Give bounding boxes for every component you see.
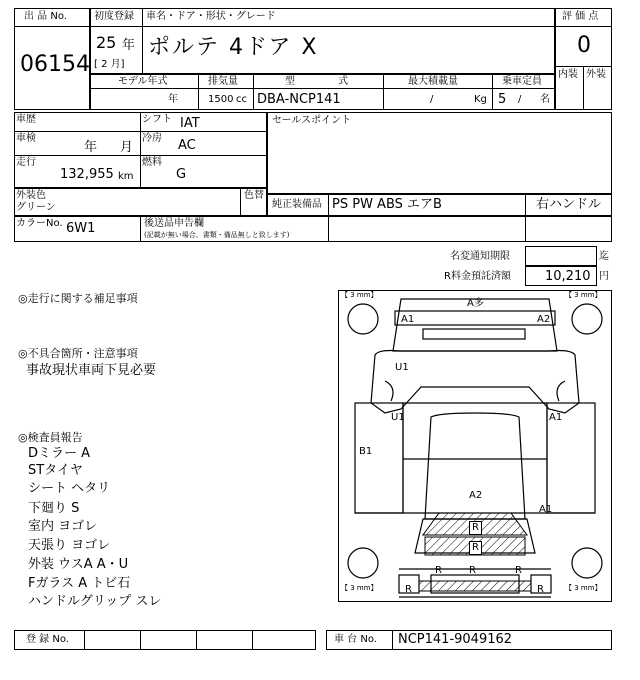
max-load-slash: / — [430, 94, 434, 105]
inspector-item: 天張り ヨゴレ — [28, 538, 111, 553]
shift-label: シフト — [142, 114, 172, 125]
tire-depth-rear-left: 【 3 mm】 — [341, 584, 378, 592]
type-value: DBA-NCP141 — [257, 92, 341, 107]
color-number-value: 6W1 — [66, 221, 96, 236]
interior-score-label: 内装 — [558, 69, 578, 80]
aftermarket-note: (記載が無い場合、書類・備品無しと致します) — [144, 231, 290, 239]
capacity-unit: 名 — [540, 94, 550, 105]
max-load-unit: Kg — [474, 94, 487, 105]
model-year-label: モデル年式 — [118, 76, 168, 87]
displacement-value: 1500 — [208, 94, 234, 105]
inspection-year: 年 — [84, 140, 98, 155]
inspector-report-title: ◎検査員報告 — [18, 431, 83, 444]
type-label: 型 式 — [285, 76, 349, 87]
registration-month: [ 2 月] — [94, 59, 125, 70]
name-change-notice-box — [525, 246, 597, 266]
lot-label: 出 品 No. — [24, 11, 67, 22]
max-load-label: 最大積載量 — [408, 76, 458, 87]
inspector-item: 室内 ヨゴレ — [28, 519, 98, 534]
repair-mark: R — [537, 584, 544, 595]
exterior-color-value: グリーン — [16, 202, 56, 213]
color-number-box — [14, 216, 612, 242]
score-value: 0 — [577, 33, 591, 58]
aircon-label: 冷房 — [142, 133, 162, 144]
exterior-score-label: 外装 — [586, 69, 606, 80]
damage-hood-right: A2 — [537, 314, 551, 325]
lot-number: 06154 — [20, 52, 90, 77]
exterior-color-label: 外装色 — [16, 190, 46, 201]
damage-hood-left: A1 — [401, 314, 415, 325]
displacement-unit: cc — [236, 94, 247, 105]
damage-rear-right: A1 — [539, 504, 553, 515]
registration-number-label: 登 録 No. — [26, 634, 69, 645]
damage-door-right: A1 — [549, 412, 563, 423]
defect-notes-title: ◎不具合箇所・注意事項 — [18, 347, 138, 360]
repair-mark: R — [515, 565, 522, 576]
name-change-notice-unit: 迄 — [599, 251, 609, 262]
equipment-value: PS PW ABS エアB — [332, 197, 442, 212]
inspection-label: 車検 — [16, 133, 36, 144]
aftermarket-label: 後送品申告欄 — [144, 218, 204, 229]
damage-door-left: U1 — [391, 412, 405, 423]
mileage-unit: km — [118, 171, 134, 182]
damage-fender-left: U1 — [395, 362, 409, 373]
recycle-fee-unit: 円 — [599, 271, 609, 282]
defect-notes-text: 事故現状車両下見必要 — [26, 363, 157, 378]
registration-year-unit: 年 — [122, 38, 136, 53]
driving-notes-title: ◎走行に関する補足事項 — [18, 292, 138, 305]
repaint-label: 色替 — [244, 190, 264, 201]
car-diagram — [338, 290, 612, 602]
repair-mark: R — [469, 565, 476, 576]
name-change-notice-label: 名変通知期限 — [450, 251, 510, 262]
repair-mark: R — [469, 521, 482, 535]
repair-mark: R — [469, 541, 482, 555]
mileage-value: 132,955 — [60, 167, 114, 182]
recycle-fee-label: R料金預託済額 — [444, 271, 511, 282]
aircon-value: AC — [178, 138, 196, 153]
mileage-label: 走行 — [16, 157, 36, 168]
selling-points-label: セールスポイント — [272, 115, 352, 126]
equipment-label: 純正装備品 — [272, 199, 322, 210]
registration-year: 25 — [96, 33, 117, 52]
score-label: 評 価 点 — [562, 11, 599, 22]
shift-value: IAT — [180, 116, 200, 131]
color-number-label: カラーNo. — [16, 218, 63, 229]
steering-value: 右ハンドル — [536, 197, 602, 212]
recycle-fee-value: 10,210 — [545, 269, 591, 284]
inspector-item: 下廻り S — [28, 501, 80, 516]
inspector-item: Dミラー A — [28, 446, 91, 461]
chassis-number-value: NCP141-9049162 — [398, 632, 513, 647]
car-name: ポルテ 4ドア X — [148, 35, 319, 60]
capacity-label: 乗車定員 — [502, 76, 542, 87]
capacity-slash: / — [518, 94, 522, 105]
inspector-item: Fガラス A トビ石 — [28, 576, 131, 591]
model-year-unit: 年 — [168, 94, 178, 105]
car-name-label: 車名・ドア・形状・グレード — [146, 11, 276, 22]
damage-roof: A多 — [467, 298, 484, 309]
repair-mark: R — [435, 565, 442, 576]
inspection-month: 月 — [120, 140, 134, 155]
fuel-label: 燃料 — [142, 157, 162, 168]
displacement-label: 排気量 — [208, 76, 238, 87]
first-registration-label: 初度登録 — [94, 11, 134, 22]
fuel-value: G — [176, 167, 187, 182]
inspector-item: STタイヤ — [28, 463, 83, 478]
damage-center: A2 — [469, 490, 483, 501]
chassis-number-label: 車 台 No. — [334, 634, 377, 645]
tire-depth-front-left: 【 3 mm】 — [341, 291, 378, 299]
damage-side-left: B1 — [359, 446, 373, 457]
history-label: 車歴 — [16, 114, 36, 125]
inspector-item: 外装 ウスA A・U — [28, 557, 129, 572]
repair-mark: R — [405, 584, 412, 595]
tire-depth-rear-right: 【 3 mm】 — [565, 584, 602, 592]
inspector-item: シート ヘタリ — [28, 481, 111, 496]
capacity-value: 5 — [498, 92, 507, 107]
inspector-item: ハンドルグリップ スレ — [28, 594, 162, 609]
tire-depth-front-right: 【 3 mm】 — [565, 291, 602, 299]
